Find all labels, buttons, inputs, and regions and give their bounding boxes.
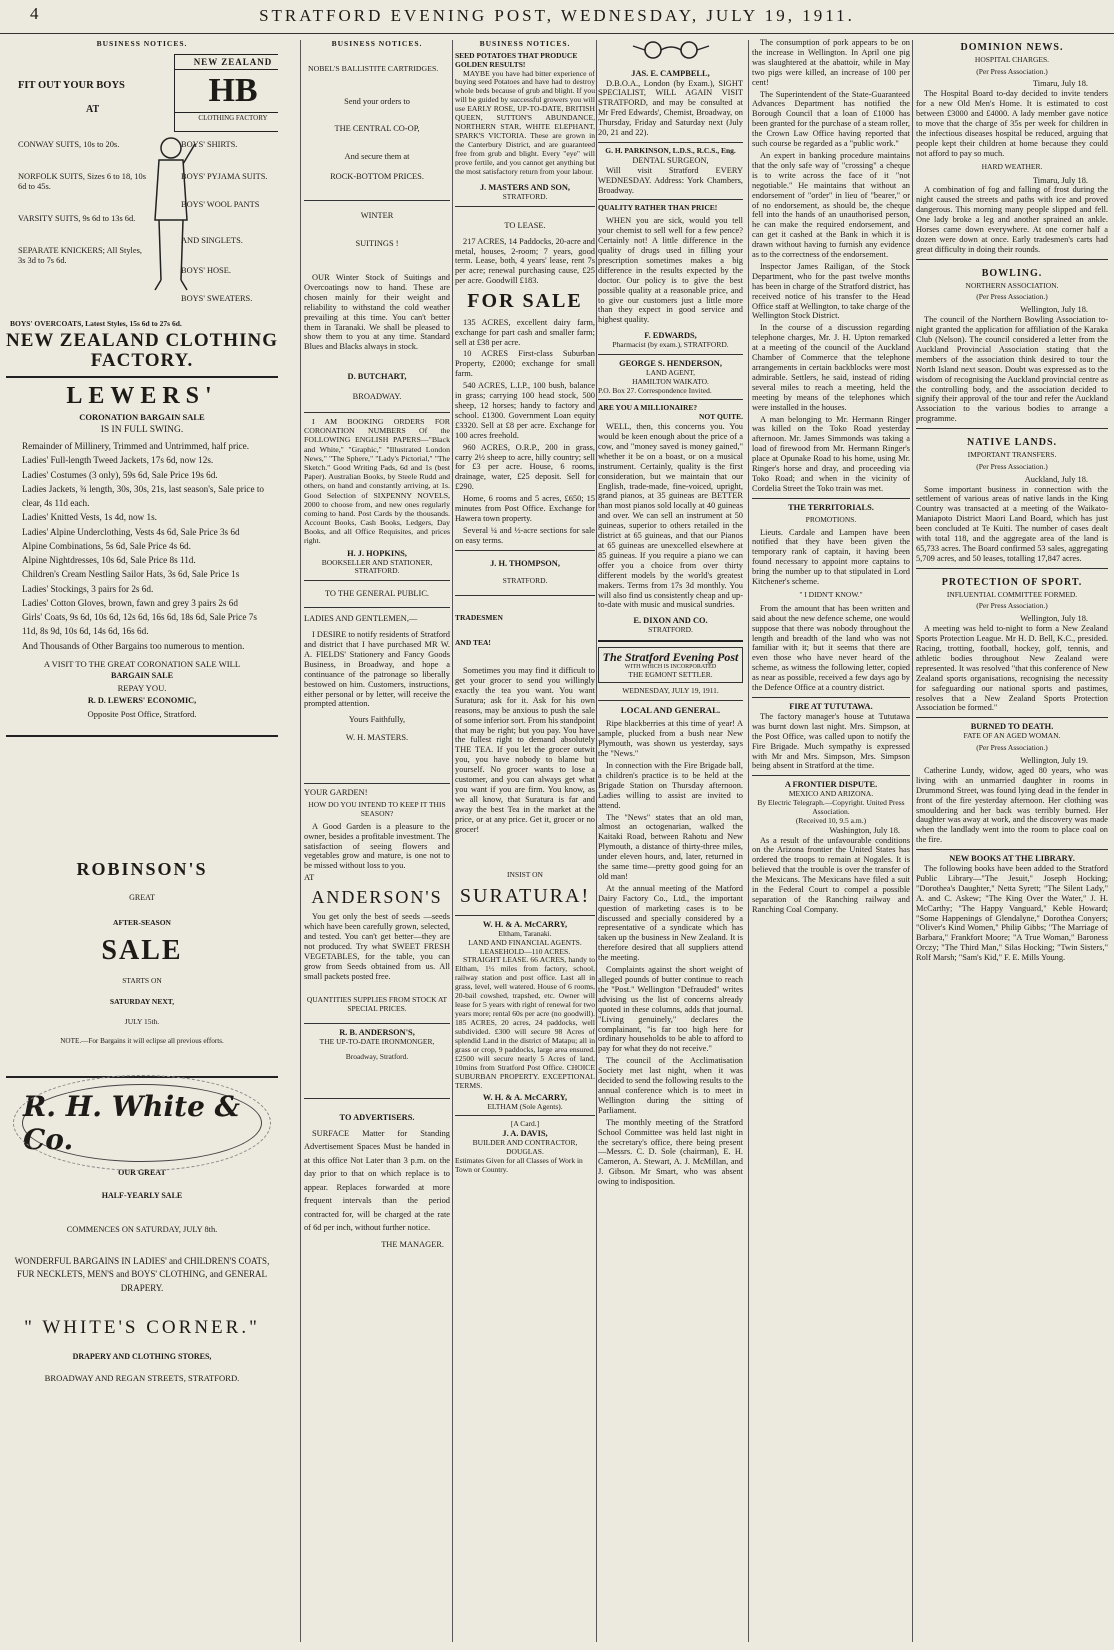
notquite-text: NOT QUITE. xyxy=(698,412,743,422)
bookseller-text: BOOKSELLER AND STATIONER, STRATFORD. xyxy=(321,557,433,576)
sport-heading: PROTECTION OF SPORT. xyxy=(941,576,1083,588)
railigan-para: Inspector James Railigan, of the Stock Department, who for the past twelve months has been in charge of the Stratford district, has received notice of his transfer to the Head Office staff at Wellington, to take charge of the Wellington Stock District. xyxy=(752,261,910,321)
dixon-text: E. DIXON AND CO. xyxy=(633,616,708,626)
tea-body: Sometimes you may find it difficult to get your grocer to send you willingly exactly the tea you want. You want Suratura; ask for it. Ask for his own reasons, may be anxious to push the sale of some inferior sort. From his standpoint that may be right; but you pay. You have the fullest right to demand absolutely THE TEA. If you let the grocer outwit you, you have nobody to blame but yourself. No grocer wants to lose a customer, and you can always get what you want if you are firm. You know, as we all know, that Suratura is far and away the best Tea in the market at the price, or at any price. Get it, grocer or no grocer! xyxy=(455,666,595,834)
seed-body: MAYBE you have had bitter experience of buying seed Potatoes and have had to destroy whole beds because of grub and blight. If you will be guided by successful growers you will use EARLY ROSE, UP-TO-DATE, BRITISH QUEEN, SUTTON'S ABUNDANCE, NORTHERN STAR, WHITE ELEPHANT, SPARK'S VICTORIA. These are grown in the Canterbury District, and are guaranteed free from grub and blight. Every "eye" will prove fertile, and you cannot get anything but the most satisfactory return from your labour. xyxy=(455,68,595,177)
ppa-text: (Per Press Association.) xyxy=(976,461,1048,471)
divider xyxy=(598,142,743,143)
divider xyxy=(304,1098,450,1099)
pobox-text: P.O. Box 27. Correspondence Invited. xyxy=(598,385,712,395)
incorporated-text: WITH WHICH IS INCORPORATED xyxy=(624,664,717,671)
divider xyxy=(916,717,1108,718)
forsale-heading: FOR SALE xyxy=(467,290,583,313)
divider xyxy=(304,783,450,784)
parkinson-text: G. H. PARKINSON, L.D.S., R.C.S., Eng. xyxy=(605,145,736,155)
masters-text: W. H. MASTERS. xyxy=(345,733,409,743)
garden-text: YOUR GARDEN! xyxy=(304,788,368,798)
divider xyxy=(455,550,595,551)
suratura-heading: SURATURA! xyxy=(459,885,591,908)
frontier-heading: A FRONTIER DISPUTE. xyxy=(784,780,878,790)
left-item: NORFOLK SUITS, Sizes 6 to 18, 10s 6d to 45s. xyxy=(18,171,146,191)
quantities-text: QUANTITIES SUPPLIES FROM STOCK AT SPECIAL PRICES. xyxy=(306,994,448,1013)
davis-text: J. A. DAVIS, xyxy=(502,1129,548,1139)
swing-text: IS IN FULL SWING. xyxy=(100,424,184,435)
territorials-heading: THE TERRITORIALS. xyxy=(788,502,874,512)
boys-clothing-list xyxy=(6,136,278,320)
sale-line: Ladies' Cotton Gloves, brown, fawn and grey 3 pairs 2s 6d xyxy=(22,597,238,608)
sale-line: Ladies' Alpine Underclothing, Vests 4s 6d, Sale Price 3s 6d xyxy=(22,526,240,537)
our-great-text: OUR GREAT xyxy=(118,1167,166,1177)
mccarry-sig: W. H. & A. McCARRY, xyxy=(482,1092,568,1102)
pharmacist-text: Pharmacist (by exam.), STRATFORD. xyxy=(612,340,729,350)
section-heading: BUSINESS NOTICES. xyxy=(479,39,571,48)
campbell-text: JAS. E. CAMPBELL, xyxy=(631,68,710,78)
edwards-text: F. EDWARDS, xyxy=(644,331,697,341)
bargain-text: BARGAIN SALE xyxy=(110,671,174,681)
telegraph-text: By Electric Telegraph.—Copyright. United Press Association. xyxy=(757,798,905,816)
divider xyxy=(916,259,1108,260)
sale-line: Ladies' Full-length Tweed Jackets, 17s 6d, now 12s. xyxy=(22,455,214,466)
column-6 xyxy=(916,38,1108,1644)
hospital-heading: HOSPITAL CHARGES. xyxy=(974,54,1050,64)
fire-heading: FIRE AT TUTUTAWA. xyxy=(789,701,873,711)
at-text: AT xyxy=(86,103,100,115)
didnt-heading: " I DIDN'T KNOW." xyxy=(799,589,863,599)
garden-q: HOW DO YOU INTEND TO KEEP IT THIS SEASON? xyxy=(308,800,446,818)
eltham2-text: ELTHAM (Sole Agents). xyxy=(487,1101,563,1111)
native-body: Some important business in connection with the settlement of various areas of native lands in the King Country was transacted at a meeting of the Waikato-Maniapoto District Maori Land Board, which has just been concluded at Te Kuiti. The number of cases dealt with total 118, and the aggregate area of the land is 65,733 acres. The Board confirmed 53 sales, aggregating 5,709 acres, and 50 leases, totalling 17,847 acres. xyxy=(916,484,1108,563)
divider xyxy=(304,200,450,201)
logo-hb: HB xyxy=(208,72,258,110)
andersons-body: You get only the best of seeds —seeds which have been carefully grown, selected, and tested. You can't get better—they are not produced. Try what SWEET FRESH VEGETABLES, for the table, you can grow from Seeds obtained from us. All small packets posted free. xyxy=(304,912,450,981)
column-5 xyxy=(752,38,910,1644)
right-item: BOYS' PYJAMA SUITS. xyxy=(181,171,268,181)
left-item: VARSITY SUITS, 9s 6d to 13s 6d. xyxy=(18,213,136,223)
lewers-heading: LEWERS' xyxy=(66,382,218,409)
visit-text: A VISIT TO THE GREAT CORONATION SALE WILL xyxy=(43,658,241,669)
ironmonger-text: THE UP-TO-DATE IRONMONGER, xyxy=(319,1037,435,1047)
left-item: SEPARATE KNICKERS; All Styles, 3s 3d to 7s 6d. xyxy=(18,245,142,265)
divider xyxy=(6,376,278,378)
telephone-para: In the course of a discussion regarding telephone charges, Mr. J. H. Upton remarked at a meeting of the council of the Auckland Chamber of Commerce that the telephone arrangements in certain backblocks were most admirable. Settlers, he said, instead of riding several miles to reach a meeting, held the meeting by means of the telephones which were installed in the houses. xyxy=(752,323,910,412)
halfyearly-text: HALF-YEARLY SALE xyxy=(101,1191,183,1201)
july-text: JULY 15th. xyxy=(124,1017,160,1027)
books-body: The following books have been added to the Stratford Public Library—"The Jesuit," Joseph Hocking; "Dorothea's Daughter," Netta Syrett; "The Silent Lady," A. and C. Askew; "The King Over the Water," J. H. McCarthy; "The Happy Vanguard," Keble Howard; "Some Happenings of Glendalyne," Dorothea Conyers; "Oliver's Kind Women," Philip Gibbs; "The Marriage of Barbara," Frankfort Moore; "A True Woman," Baroness Orczy; "The Third Man," Silas Hocking; "Twin Sisters," Rolf Marsh; "Sam's Kid," F. E. Mills Young. xyxy=(916,864,1108,963)
auckland-text: Auckland, July 18. xyxy=(1024,474,1088,484)
hospital-body: The Hospital Board to-day decided to invite tenders for a new Old Men's Home. It is estimated to cost between £3000 and £4000. A lady member gave notice to move that the charge of 35s per week for children in the infectious diseases hospital be reduced, arguing that people kept their children at home because they could not afford to pay so much. xyxy=(916,89,1108,158)
strat-text: STRATFORD. xyxy=(648,625,693,635)
white-logo-text: R. H. White & Co. xyxy=(23,1089,240,1156)
white-logo xyxy=(22,1084,262,1162)
wellington1-text: Wellington, July 18. xyxy=(1020,305,1088,315)
right-item: BOYS' HOSE. xyxy=(181,265,231,275)
send-text: Send your orders to xyxy=(344,96,410,106)
right-item: BOYS' SWEATERS. xyxy=(181,293,253,303)
books-heading: NEW BOOKS AT THE LIBRARY. xyxy=(949,854,1075,864)
ppa-text: (Per Press Association.) xyxy=(976,292,1048,302)
sale-item: 135 ACRES, excellent dairy farm, exchange for part cash and smaller farm; sell at £38 per acre. xyxy=(455,317,595,347)
divider xyxy=(6,735,278,737)
masters-son: J. MASTERS AND SON, xyxy=(479,182,571,192)
right-item: AND SINGLETS. xyxy=(181,235,243,245)
sale-heading: SALE xyxy=(101,934,183,966)
local-para: In connection with the Fire Brigade ball, a children's practice is to be held at the Brigade Station on Thursday afternoon. Ladies willing to assist are invited to attend. xyxy=(598,760,743,810)
public-body: I DESIRE to notify residents of Stratford and district that I have purchased MR W. A. FIELDS' Stationery and Fancy Goods Business, in Broadway, and hope a continuance of the patronage so liberally bestowed on him. Customers, instructions, either personal or by letter, will receive the prompted attention. xyxy=(304,630,450,709)
divider xyxy=(598,640,743,642)
divider xyxy=(455,1115,595,1116)
left-item: CONWAY SUITS, 10s to 20s. xyxy=(18,139,120,149)
right-item: BOYS' SHIRTS. xyxy=(181,139,238,149)
dental-text: DENTAL SURGEON, xyxy=(632,155,709,165)
rock-text: ROCK-BOTTOM PRICES. xyxy=(330,172,424,182)
nobels-ad: NOBEL'S BALLISTITE CARTRIDGES. xyxy=(308,63,439,73)
paper-nameplate xyxy=(598,647,743,683)
promotions-body: Lieuts. Cardale and Lampen have been notified that they have been given the temporary rank of captain, it having been found necessary to appoint more captains to bring the number up to that stipulated in Lord Kitchener's scheme. xyxy=(752,527,910,587)
millionaire-body: WELL, then, this concerns you. You would be keen enough about the price of a cow, and "money saved is money gained," whether it be on a boast, or on a musical instrument. Certainly, quality is the first consideration, but we maintain that our English, trade-made, fine-voiced, upright, grand pianos, at 35 guineas are BETTER than most pianos sold locally at 40 guineas and over. We can sell an instrument at 50 guineas, superior to others retailed in the district at 65 guineas, and that our Pianos at 65 guineas are unexcelled elsewhere at 85 guineas. If you require a piano we can offer you a choice from over thirty different models by the world's greatest makers. Terms from 17s 3d monthly. You will also find us consistently cheap and up-to-date with music and musical sundries. xyxy=(598,422,743,610)
coop-text: THE CENTRAL CO-OP, xyxy=(334,124,420,134)
divider xyxy=(598,354,743,355)
opposite-text: Opposite Post Office, Stratford. xyxy=(87,708,197,719)
frontier-body: As a result of the unfavourable conditions on the Arizona frontier the United States has ordered the troops to remain at Nogales. It is believed that the trouble is over the transfer of the Mexicans. The Mexicans have filed a suit in the Federal Court to compel a possible separation of the Ranching railway and Ranching Coal Company. xyxy=(752,835,910,914)
bw2-text: Broadway, Stratford. xyxy=(345,1052,409,1062)
adv-body: SURFACE Matter for Standing Advertisement Spaces Must be handed in at this office Not Later than 3 p.m. on the day prior to that on which replace is to appear. Replaces forwarded at more frequent intervals than the period contracted for, will be charged at the rate of 6d per inch, without further notice. xyxy=(304,1128,450,1232)
after-text: AFTER-SEASON xyxy=(113,917,171,927)
section-heading: BUSINESS NOTICES. xyxy=(331,39,423,48)
didnt-body: From the amount that has been written and said about the new defence scheme, one would suppose that there was nobody throughout the length and breadth of the land who was not familiar with it; but it seems that there are even those who have never heard of the scheme, as witness the following letter, copied as near as possible, received a few days ago by the Defence Office at a country district. xyxy=(752,603,910,693)
northern-heading: NORTHERN ASSOCIATION. xyxy=(965,280,1059,290)
hb-ad-header xyxy=(6,52,278,136)
ladies-text: LADIES AND GENTLEMEN,— xyxy=(304,614,418,624)
andtea-text: AND TEA! xyxy=(455,638,491,648)
received-text: (Received 10, 9.5 a.m.) xyxy=(795,815,867,825)
sale-item: Home, 6 rooms and 5 acres, £650; 15 minutes from Post Office. Exchange for Hawera town property. xyxy=(455,494,595,523)
sale-item: 10 ACRES First-class Suburban Property, £2000; exchange for small farm. xyxy=(455,349,595,379)
sale-line: Ladies' Costumes (3 only), 59s 6d, Sale Price 19s 6d. xyxy=(22,469,218,480)
divider xyxy=(598,199,743,200)
divider xyxy=(916,428,1108,429)
drapery-text: DRAPERY AND CLOTHING STORES, xyxy=(72,1351,212,1361)
egmont-text: THE EGMONT SETTLER. xyxy=(628,670,713,680)
killed-para: A man belonging to Mr. Hermann Ringer was killed on the Toko Road yesterday afternoon. Mr. James Simmonds was taking a load of firewood from Mr. Hermann Ringer's place at Opunake Road to his home, using Mr. Ringer's horse and dray, and proceeding via Toko Road; and when in the vicinity of Cordelia Street the Toko train was met. xyxy=(752,414,910,493)
local-para: The monthly meeting of the Stratford School Committee was held last night in the secretary's office, there being present—Messrs. C. D. Sole (chairman), E. H. Cameron, A. Stewart, A. J. McMillan, and J. Gibson. Mr Smart, who was absent owing to indisposition. xyxy=(598,1117,743,1187)
leasehold-text: LEASEHOLD—110 ACRES. xyxy=(479,946,571,956)
sale-item: Several ¼ and ½-acre sections for sale on easy terms. xyxy=(455,525,595,545)
ppa-text: (Per Press Association.) xyxy=(976,743,1048,753)
masthead-title: STRATFORD EVENING POST, WEDNESDAY, JULY 19, 1911. xyxy=(259,6,855,25)
timaru1-text: Timaru, July 18. xyxy=(1032,79,1088,89)
land-agents-text: LAND AND FINANCIAL AGENTS. xyxy=(468,937,582,947)
lease-body: 217 ACRES, 14 Paddocks, 20-acre and metal, houses, 2-room; 7 years, good term. Lease, both, 4 years' lease, rent 7s per acre; renewal purchasing cause, £25 per acre. Goodwill £183. xyxy=(455,236,595,286)
wonderful-text: WONDERFUL BARGAINS IN LADIES' and CHILDREN'S COATS, FUR NECKLETS, MEN'S and BOYS' CLOTHING, and GENERAL DRAPERY. xyxy=(14,1255,270,1293)
sale-item: 540 ACRES, L.I.P., 100 bush, balance in grass; carrying 100 head stock, 500 sheep, 12 horses; handy to factory and school. £1300. Government Loan equity £3320. Sell at £8 per acre. Exchange for 100 acres freehold. xyxy=(455,381,595,440)
secure-text: And secure them at xyxy=(344,152,410,162)
column-rule xyxy=(300,40,301,1642)
anderson-name: R. B. ANDERSON'S, xyxy=(339,1028,415,1038)
column-3 xyxy=(455,38,595,1644)
dateline: WEDNESDAY, JULY 19, 1911. xyxy=(622,686,719,696)
local-para: At the annual meeting of the Matford Dairy Factory Co., Ltd., the important question of marketing cases is to be discussed and specially considered by a representative of a syndicate which has taken up the business in New Zealand. It is therefore desired that all suppliers attend the meeting. xyxy=(598,883,743,963)
mccarry-text: W. H. & A. McCARRY, xyxy=(482,919,568,929)
repay-text: REPAY YOU. xyxy=(117,682,167,693)
logo-cf: CLOTHING FACTORY xyxy=(175,112,278,123)
bowling-body: The council of the Northern Bowling Association to-night granted the application for affiliation of the Karaka Club (Nelson). The council considered a letter from the Auckland Provincial Association stating that the members of the association think desired to tour the North Island next season. Doubt was expressed as to the wisdom of recognising the Auckland provincial centre as the controlling body, and the association decided to signify their approval of the tour and refer the Auckland Association to the various bodies to arrange a programme. xyxy=(916,315,1108,424)
burned-body: Catherine Lundy, widow, aged 80 years, who was living with an unmarried daughter in rooms in Drummond Street, was found lying dead in the fender in front of the fire yesterday afternoon. Her clothing was smouldering and her back was terribly burned. Her daughter was away at work, and the discovery was made when the landlady went into the room to place coal on the fire. xyxy=(916,765,1108,845)
overcoats-line: BOYS' OVERCOATS, Latest Styles, 15s 6d to 27s 6d. xyxy=(10,318,182,328)
fate-heading: FATE OF AN AGED WOMAN. xyxy=(963,731,1061,741)
divider xyxy=(598,700,743,701)
millionaire-heading: ARE YOU A MILLIONAIRE? xyxy=(598,403,698,413)
sale-line: Ladies' Stockings, 3 pairs for 2s 6d. xyxy=(22,583,154,594)
hamilton-text: HAMILTON WAIKATO. xyxy=(632,376,709,386)
hb-logo xyxy=(174,54,278,132)
henderson-text: GEORGE S. HENDERSON, xyxy=(619,358,722,368)
land-agent-text: LAND AGENT, xyxy=(645,367,696,377)
acard-text: [A Card.] xyxy=(510,1119,540,1129)
divider xyxy=(304,607,450,608)
strat2-text: STRATFORD. xyxy=(502,575,548,585)
bw-text: BROADWAY. xyxy=(352,392,402,402)
dental-body: Will visit Stratford EVERY WEDNESDAY. Address: York Chambers, Broadway. xyxy=(598,165,743,195)
native-heading: NATIVE LANDS. xyxy=(966,437,1058,449)
garden-body: A Good Garden is a pleasure to the owner, besides a profitable investment. The satisfaction of seeing flowers and vegetables grow and mature, is one not to be missed without loss to you. xyxy=(304,821,450,871)
local-para: Complaints against the short weight of alleged pounds of butter continue to reach the "Post." Wellington "Defrauded" writes advising us the list of concerns already quoted in these columns, adds that journal. "Living genuinely," declares the complainant, "is far too high here for ordinary households to be able to afford to pay for what they do not receive." xyxy=(598,965,743,1054)
pork-para: The consumption of pork appears to be on the increase in Wellington. In April one pig was slaughtered at the abattoir, while in May two pigs were killed, an increase of 100 per cent! xyxy=(752,38,910,87)
divider xyxy=(598,399,743,400)
dominion-heading: DOMINION NEWS. xyxy=(960,42,1064,53)
quality-body: WHEN you are sick, would you tell your chemist to sell well for a few pence? Certainly not! A little difference in the quality of drugs used in filling your prescription sometimes makes a big difference in the results expected by the doctor. Our policy is to give the best possible quality at a reasonable price, and to give our customers just a little more than they expect in good service and highest quality. xyxy=(598,216,743,325)
broadway-text: BROADWAY AND REGAN STREETS, STRATFORD. xyxy=(44,1372,240,1383)
builder-text: BUILDER AND CONTRACTOR, DOUGLAS. xyxy=(472,1138,578,1157)
divider xyxy=(752,498,910,499)
sale-line: Children's Cream Nestling Sailor Hats, 3s 6d, Sale Price 1s xyxy=(22,569,240,580)
mexico-heading: MEXICO AND ARIZONA. xyxy=(788,789,874,799)
right-item: BOYS' WOOL PANTS xyxy=(181,199,260,209)
lease-heading: TO LEASE. xyxy=(504,220,546,230)
paper-title: The Stratford Evening Post xyxy=(602,650,739,665)
wellington2-text: Wellington, July 18. xyxy=(1020,614,1088,624)
divider xyxy=(455,206,595,207)
public-text: TO THE GENERAL PUBLIC. xyxy=(324,589,430,599)
sale-line: Ladies' Knitted Vests, 1s 4d, now 1s. xyxy=(22,512,157,523)
local-para: Ripe blackberries at this time of year! A sample, plucked from a bush near New Plymouth, was shown us yesterday, says the "News." xyxy=(598,719,743,759)
strat-text: STRATFORD. xyxy=(502,191,548,201)
winter-body: OUR Winter Stock of Suitings and Overcoatings now to hand. These are chosen mainly for their weight and reliability to withstand the cold weather prevailing at this time. You can't better them in Taranaki. We shall be pleased to show them to you at any time. Standard Blues and Blacks always in stock. xyxy=(304,272,450,352)
super-para: The Superintendent of the State-Guaranteed Advances Department has notified the Borough Council that a loan of £1000 has been granted for the purchase of a steam roller, the Crown Law Office having reported that such course be regarded as a "public work." xyxy=(752,89,910,149)
tradesmen-text: TRADESMEN xyxy=(455,613,503,623)
bowling-heading: BOWLING. xyxy=(981,267,1043,279)
divider xyxy=(916,568,1108,569)
divider xyxy=(304,1023,450,1024)
committee-heading: INFLUENTIAL COMMITTEE FORMED. xyxy=(946,589,1078,599)
column-2 xyxy=(304,38,450,1644)
coronation-heading: CORONATION BARGAIN SALE xyxy=(79,411,205,422)
local-paras xyxy=(598,719,743,1187)
masthead xyxy=(0,0,1114,34)
robinson-heading: ROBINSON'S xyxy=(76,858,208,879)
sale-line: Remainder of Millinery, Trimmed and Untrimmed, half price. xyxy=(22,441,250,452)
sale-line: Ladies Jackets, ¾ length, 30s, 30s, 21s, last season's, Sale price to clear, 4s 11d each. xyxy=(22,483,265,509)
coronation-body: I AM BOOKING ORDERS FOR CORONATION NUMBERS Of the FOLLOWING ENGLISH PAPERS—"Black and White," "Graphic," "Illustrated London News," "The Sphere," "Lady's Pictorial," "The Sketch." Good Writing Pads, 6d and 1s (best Paper). Australian Books, by Steele Rudd and others, on hand and constantly arriving, at 1s. Good Selection of SIXPENNY NOVELS, 2000 to choose from, and new ones regularly coming to hand. Post Cards by the thousands. Account Books, Cash Books, Ledgers, Day Books, and all Office Requisites, and prices right. xyxy=(304,417,450,546)
divider xyxy=(752,697,910,698)
butchart-text: D. BUTCHART, xyxy=(347,372,407,382)
sunburst-icon xyxy=(13,1075,271,1171)
timaru2-text: Timaru, July 18. xyxy=(1032,175,1088,185)
hopkins-text: H. J. HOPKINS, xyxy=(347,548,407,558)
divider xyxy=(752,775,910,776)
promotions-heading: PROMOTIONS. xyxy=(805,514,857,524)
thompson-text: J. H. THOMPSON, xyxy=(490,558,560,568)
economic-text: R. D. LEWERS' ECONOMIC, xyxy=(87,695,197,705)
sale-list xyxy=(6,439,278,653)
column-rule xyxy=(596,40,597,1642)
campbell-body: D.B.O.A., London (by Exam.), SIGHT SPECIALIST, WILL AGAIN VISIT STRATFORD, and may be consulted at Mr Fred Edwards', Chemist, Broadway, on Thursday, Friday and Saturday next (July 20, 21 and 22). xyxy=(598,78,743,138)
quality-heading: QUALITY RATHER THAN PRICE! xyxy=(598,203,718,213)
manager-text: THE MANAGER. xyxy=(381,1240,444,1250)
column-rule xyxy=(748,40,749,1642)
saturday-text: SATURDAY NEXT, xyxy=(109,996,175,1006)
local-para: The council of the Acclimatisation Society met last night, when it was decided to send the following results to the annual conference which is to meet in Wellington during the sitting of Parliament. xyxy=(598,1056,743,1115)
estimates-text: Estimates Given for all Classes of Work in Town or Country. xyxy=(455,1155,583,1174)
at-text: AT xyxy=(304,873,315,883)
expert-para: An expert in banking procedure maintains that the only safe way of "crossing" a cheque is to write across the face of it "not negotiable." He maintains that without an endorsement of "order" in lieu of "bearer," or of no endorsement, as should be, the cheque fell into the hands of an unauthorised person, he can make the required endorsement, and can get it cashed at the Bank in which it is drawn without having to furnish any evidence as to the correctness of the endorsement. xyxy=(752,150,910,260)
local-heading: LOCAL AND GENERAL. xyxy=(620,704,721,715)
divider xyxy=(916,849,1108,850)
section-heading: BUSINESS NOTICES. xyxy=(96,39,188,48)
mccarry-body: STRAIGHT LEASE. 66 ACRES, handy to Eltham, 1½ miles from factory, school, railway station and post office. Last all in grass, level, well watered. House of 6 rooms, 20-bail cowshed, trapshed, etc. Owner will lease for 5 years with right of renewal for two years more; rental 60s per acre (no goodwill). 185 ACRES, 20 acres, 24 paddocks, well subdivided. £300 will secure 98 Acres of splendid Land in the district of Matapu; all in grass or crop, 9 paddocks, large area ensured. £2500 will secure nearly 5 Acres of land, 10mins from Stratford Post Office. CHOICE SUBURBAN PROPERTY. EXCEPTIONAL TERMS. xyxy=(455,955,595,1090)
divider xyxy=(304,580,450,581)
ppa-text: (Per Press Association.) xyxy=(976,66,1048,76)
andersons-heading: ANDERSON'S xyxy=(311,887,443,908)
column-1 xyxy=(6,38,278,1644)
burned-heading: BURNED TO DEATH. xyxy=(970,722,1054,732)
column-4 xyxy=(598,38,743,1644)
eltham-text: Eltham, Taranaki. xyxy=(498,928,552,938)
seed-heading: SEED POTATOES THAT PRODUCE GOLDEN RESULTS! xyxy=(455,50,578,69)
great-text: GREAT xyxy=(129,893,155,903)
transfers-heading: IMPORTANT TRANSFERS. xyxy=(967,449,1057,459)
divider xyxy=(455,915,595,916)
sale-line: And Thousands of Other Bargains too numerous to mention. xyxy=(22,640,245,651)
nzcf-heading: NEW ZEALAND CLOTHING FACTORY. xyxy=(6,329,278,371)
washington-text: Washington, July 18. xyxy=(829,825,900,835)
sale-items xyxy=(455,318,595,546)
column-rule xyxy=(452,40,453,1642)
yours-text: Yours Faithfully, xyxy=(348,715,406,725)
sale-item: 960 ACRES, O.R.P., 200 in grass, carry 2½ sheep to acre, hilly country; sell for £3 per acre. House, 6 rooms, drainage, water, £25 deposit. Sell for £290. xyxy=(455,442,595,492)
ppa-text: (Per Press Association.) xyxy=(976,601,1048,611)
local-para: The "News" states that an old man, almost an octogenarian, walked the Kaitaki Road, between Rahotu and New Plymouth, a distance of thirty-three miles, under eleven hours, and, later, returned in the same time—pretty good going for an old man! xyxy=(598,812,743,881)
divider xyxy=(304,412,450,413)
insist-text: INSIST ON xyxy=(507,869,543,879)
winter-text: WINTER xyxy=(360,211,394,221)
fitout-text: FIT OUT YOUR BOYS xyxy=(18,79,125,91)
weather-body: A combination of fog and falling of frost during the night caused the streets and paths with ice and proved dangerous. This morning many people slipped and fell. One lady broke a leg and another sprained an ankle. Horses came down everywhere. At one corner half a dozen were down at once. Early tradesmen's carts had great difficulty in doing their rounds. xyxy=(916,185,1108,254)
page-number: 4 xyxy=(30,4,39,23)
sale-line: Girls' Coats, 9s 6d, 10s 6d, 12s 6d, 16s 6d, 18s 6d, Sale Price 7s 11d, 8s 9d, 10s 6d, 14s 6d, 16s 6d. xyxy=(22,612,257,637)
sale-line: Alpine Nightdresses, 10s 6d, Sale Price 8s 11d. xyxy=(22,555,196,566)
commences-text: COMMENCES ON SATURDAY, JULY 8th. xyxy=(66,1224,218,1234)
advertisers-text: TO ADVERTISERS. xyxy=(339,1113,415,1123)
logo-nz: NEW ZEALAND xyxy=(175,55,278,71)
note-text: NOTE.—For Bargains it will eclipse all previous efforts. xyxy=(60,1037,224,1046)
fire-body: The factory manager's house at Tututawa was burnt down last night. Mrs. Simpson, at the Post Office, was called upon to notify the Fire Brigade. Much sympathy is expressed with Mr and Mrs. Simpson, Mrs. Simpson being absent in Stratford at the time. xyxy=(752,711,910,771)
wellington3-text: Wellington, July 19. xyxy=(1020,755,1088,765)
divider xyxy=(455,595,595,596)
whites-corner: " WHITE'S CORNER." xyxy=(24,1317,260,1339)
spectacles-icon xyxy=(598,40,743,67)
weather-heading: HARD WEATHER. xyxy=(981,161,1043,171)
suitings-text: SUITINGS ! xyxy=(355,239,399,249)
column-rule xyxy=(912,40,913,1642)
starts-text: STARTS ON xyxy=(122,975,162,985)
sport-body: A meeting was held to-night to form a New Zealand Sports Protection League. Mr H. D. Bell, K.C., presided. Racing, trotting, football, hockey, golf, tennis, and athletic bodies throughout New Zealand were represented. It was resolved "that this conference of New Zealand sports organisations, recognising the necessity for safeguarding our national sports and pastimes, resolves that a New Zealand Sports Protection Association be formed." xyxy=(916,624,1108,713)
sale-line: Alpine Combinations, 5s 6d, Sale Price 4s 6d. xyxy=(22,540,191,551)
